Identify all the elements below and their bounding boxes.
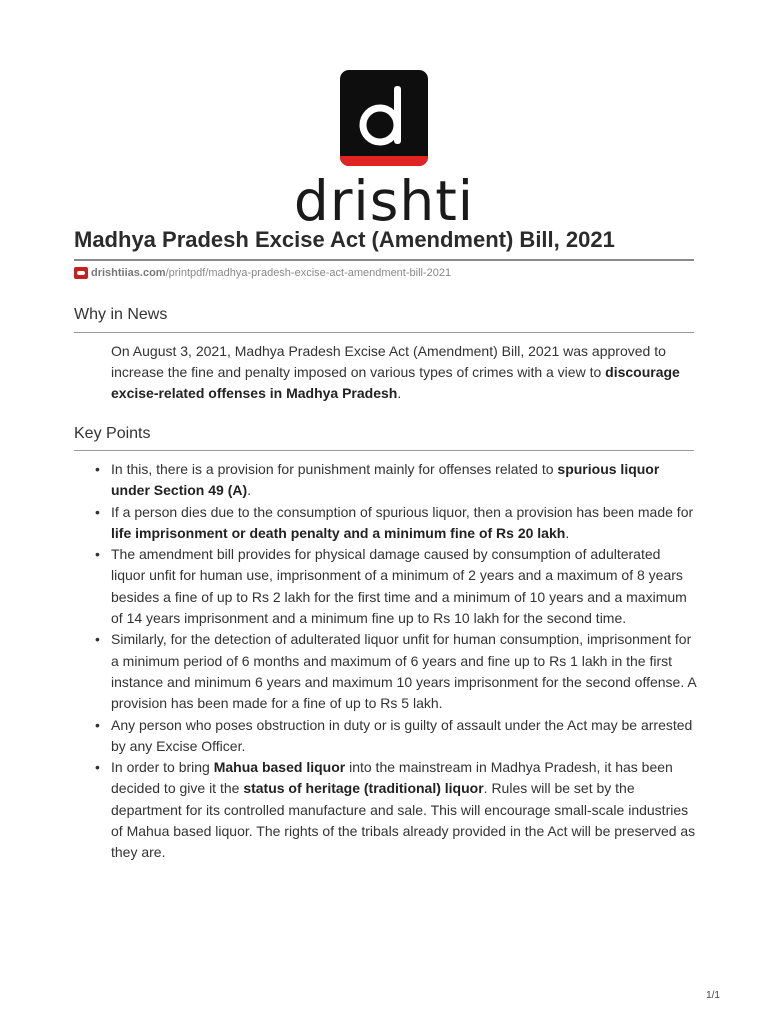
- section-divider: [74, 450, 694, 451]
- logo-wordmark: drishti: [293, 169, 475, 233]
- paragraph-text: On August 3, 2021, Madhya Pradesh Excise Act (Amendment) Bill, 2021 was approved to increase the fine and penalty imposed on various types of crimes with a view to: [111, 343, 666, 380]
- list-item: [111, 757, 696, 863]
- item-text: into the mainstream in Madhya Pradesh, it has been decided to give it the: [111, 759, 673, 797]
- list-item: [111, 459, 696, 502]
- item-text-end: . Rules will be set by the department for its controlled manufacture and sale. This will encourage small-scale industries of Mahua based liquor. The rights of the tribals already provided in the Act will be preserved as they are.: [111, 780, 696, 861]
- list-item: [111, 544, 696, 629]
- paragraph-text-end: .: [397, 385, 402, 401]
- page-number: 1/1: [706, 990, 720, 1001]
- item-bold-text: Mahua based liquor: [213, 759, 346, 776]
- paragraph-bold-text: discourage excise-related offenses in Madhya Pradesh: [111, 364, 680, 401]
- section-divider: [74, 332, 694, 333]
- item-text: If a person dies due to the consumption of spurious liquor, then a provision has been made for: [111, 503, 694, 520]
- page-title: Madhya Pradesh Excise Act (Amendment) Bill, 2021: [74, 227, 615, 252]
- item-bold-text: life imprisonment or death penalty and a minimum fine of Rs 20 lakh: [111, 524, 566, 541]
- item-text: Any person who poses obstruction in duty or is guilty of assault under the Act may be arrested by any Excise Officer.: [111, 716, 693, 754]
- source-path[interactable]: /printpdf/madhya-pradesh-excise-act-amendment-bill-2021: [165, 267, 452, 279]
- list-item: [111, 629, 696, 714]
- list-item: [111, 715, 696, 758]
- item-bold-text: spurious liquor under Section 49 (A): [111, 461, 660, 499]
- logo-red-bar: [340, 156, 428, 166]
- item-text-end: .: [565, 524, 570, 541]
- drishti-logo: [0, 70, 768, 233]
- section-heading-key-points: Key Points: [74, 425, 151, 442]
- item-text: The amendment bill provides for physical damage caused by consumption of adulterated liquor unfit for human use, imprisonment of a minimum of 2 years and a maximum of 8 years besides a fine of up to Rs 2 lakh for the first time and a minimum of 10 years and a maximum of 14 years imprisonment and a minimum fine up to Rs 10 lakh for the second time.: [111, 546, 687, 627]
- item-text: Similarly, for the detection of adulterated liquor unfit for human consumption, imprisonment for a minimum period of 6 months and maximum of 6 years and fine up to Rs 1 lakh in the first instance and minimum 6 years and maximum 10 years imprisonment for the second offense. A provision has been made for a fine of up to Rs 5 lakh.: [111, 631, 696, 712]
- item-bold-text: status of heritage (traditional) liquor: [243, 780, 484, 797]
- logo-mark: [340, 70, 428, 166]
- source-url[interactable]: [74, 267, 451, 279]
- title-divider: [74, 259, 694, 261]
- item-text: In this, there is a provision for punishment mainly for offenses related to: [111, 461, 558, 477]
- section-heading-why-in-news: Why in News: [74, 306, 168, 323]
- drishti-favicon-icon: [74, 267, 88, 279]
- item-text-end: .: [247, 482, 252, 499]
- source-domain[interactable]: drishtiias.com: [91, 267, 166, 279]
- list-item: [111, 502, 696, 545]
- why-in-news-paragraph: [111, 341, 696, 404]
- item-text: In order to bring: [111, 759, 214, 776]
- key-points-list: [111, 459, 696, 864]
- logo-d-glyph-icon: [340, 70, 428, 166]
